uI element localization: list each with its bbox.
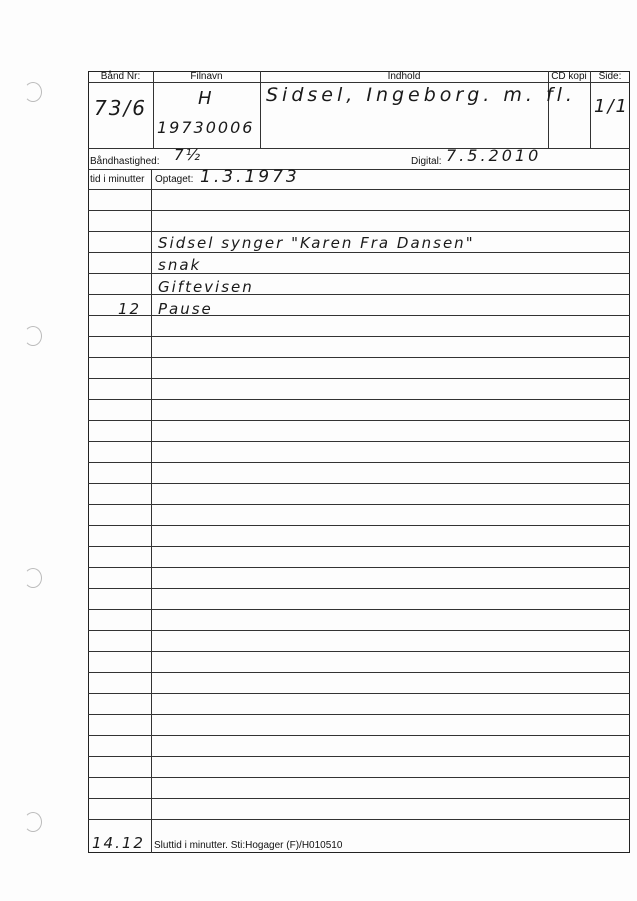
filnavn-number: 19730006: [157, 118, 255, 137]
row-divider: [88, 231, 630, 232]
optaget-value: 1.3.1973: [200, 167, 300, 187]
row-divider: [88, 378, 630, 379]
divider: [88, 82, 630, 83]
row-divider: [88, 609, 630, 610]
filnavn-label: Filnavn: [190, 71, 223, 82]
row-divider: [88, 798, 630, 799]
row-divider: [88, 630, 630, 631]
row-divider: [88, 483, 630, 484]
row-divider: [88, 693, 630, 694]
row-divider: [88, 525, 630, 526]
entry-time: 12: [118, 300, 142, 318]
indhold-value: Sidsel, Ingeborg. m. fl.: [266, 84, 576, 106]
band-nr-value: 73/6: [94, 96, 147, 120]
row-divider: [88, 588, 630, 589]
entry-text: Giftevisen: [158, 278, 254, 296]
row-divider: [88, 399, 630, 400]
row-divider: [88, 357, 630, 358]
row-divider: [88, 735, 630, 736]
band-nr-label: Bånd Nr:: [100, 71, 141, 82]
row-divider: [88, 252, 630, 253]
divider: [88, 148, 630, 149]
side-label: Side:: [598, 71, 622, 82]
sluttid-text: Sluttid i minutter. Sti:Hogager (F)/H010510: [154, 840, 343, 851]
row-divider: [88, 672, 630, 673]
digital-label: Digital:: [411, 156, 442, 167]
row-divider: [88, 420, 630, 421]
tid-label: tid i minutter: [90, 174, 145, 185]
entry-text: snak: [158, 256, 202, 274]
row-divider: [88, 567, 630, 568]
punch-hole: [24, 82, 42, 102]
digital-value: 7.5.2010: [446, 146, 542, 165]
row-divider: [88, 546, 630, 547]
row-divider: [88, 777, 630, 778]
row-divider: [88, 336, 630, 337]
side-value: 1/1: [594, 96, 629, 117]
row-divider: [88, 441, 630, 442]
filnavn-letter: H: [198, 88, 214, 109]
row-divider: [88, 504, 630, 505]
entry-text: Sidsel synger "Karen Fra Dansen": [158, 234, 475, 252]
cd-kopi-label: CD kopi: [551, 71, 587, 82]
row-divider: [88, 714, 630, 715]
row-divider: [88, 210, 630, 211]
punch-hole: [24, 326, 42, 346]
divider: [88, 189, 630, 190]
punch-hole: [24, 812, 42, 832]
bandhastighed-value: 7½: [174, 146, 203, 164]
optaget-label: Optaget:: [155, 174, 194, 185]
divider: [151, 169, 152, 853]
bandhastighed-label: Båndhastighed:: [90, 156, 160, 167]
end-time-value: 14.12: [92, 834, 145, 852]
row-divider: [88, 651, 630, 652]
indhold-label: Indhold: [387, 71, 421, 82]
entry-text: Pause: [158, 300, 213, 318]
punch-hole: [24, 568, 42, 588]
row-divider: [88, 756, 630, 757]
divider: [88, 169, 630, 170]
row-divider: [88, 819, 630, 820]
row-divider: [88, 462, 630, 463]
